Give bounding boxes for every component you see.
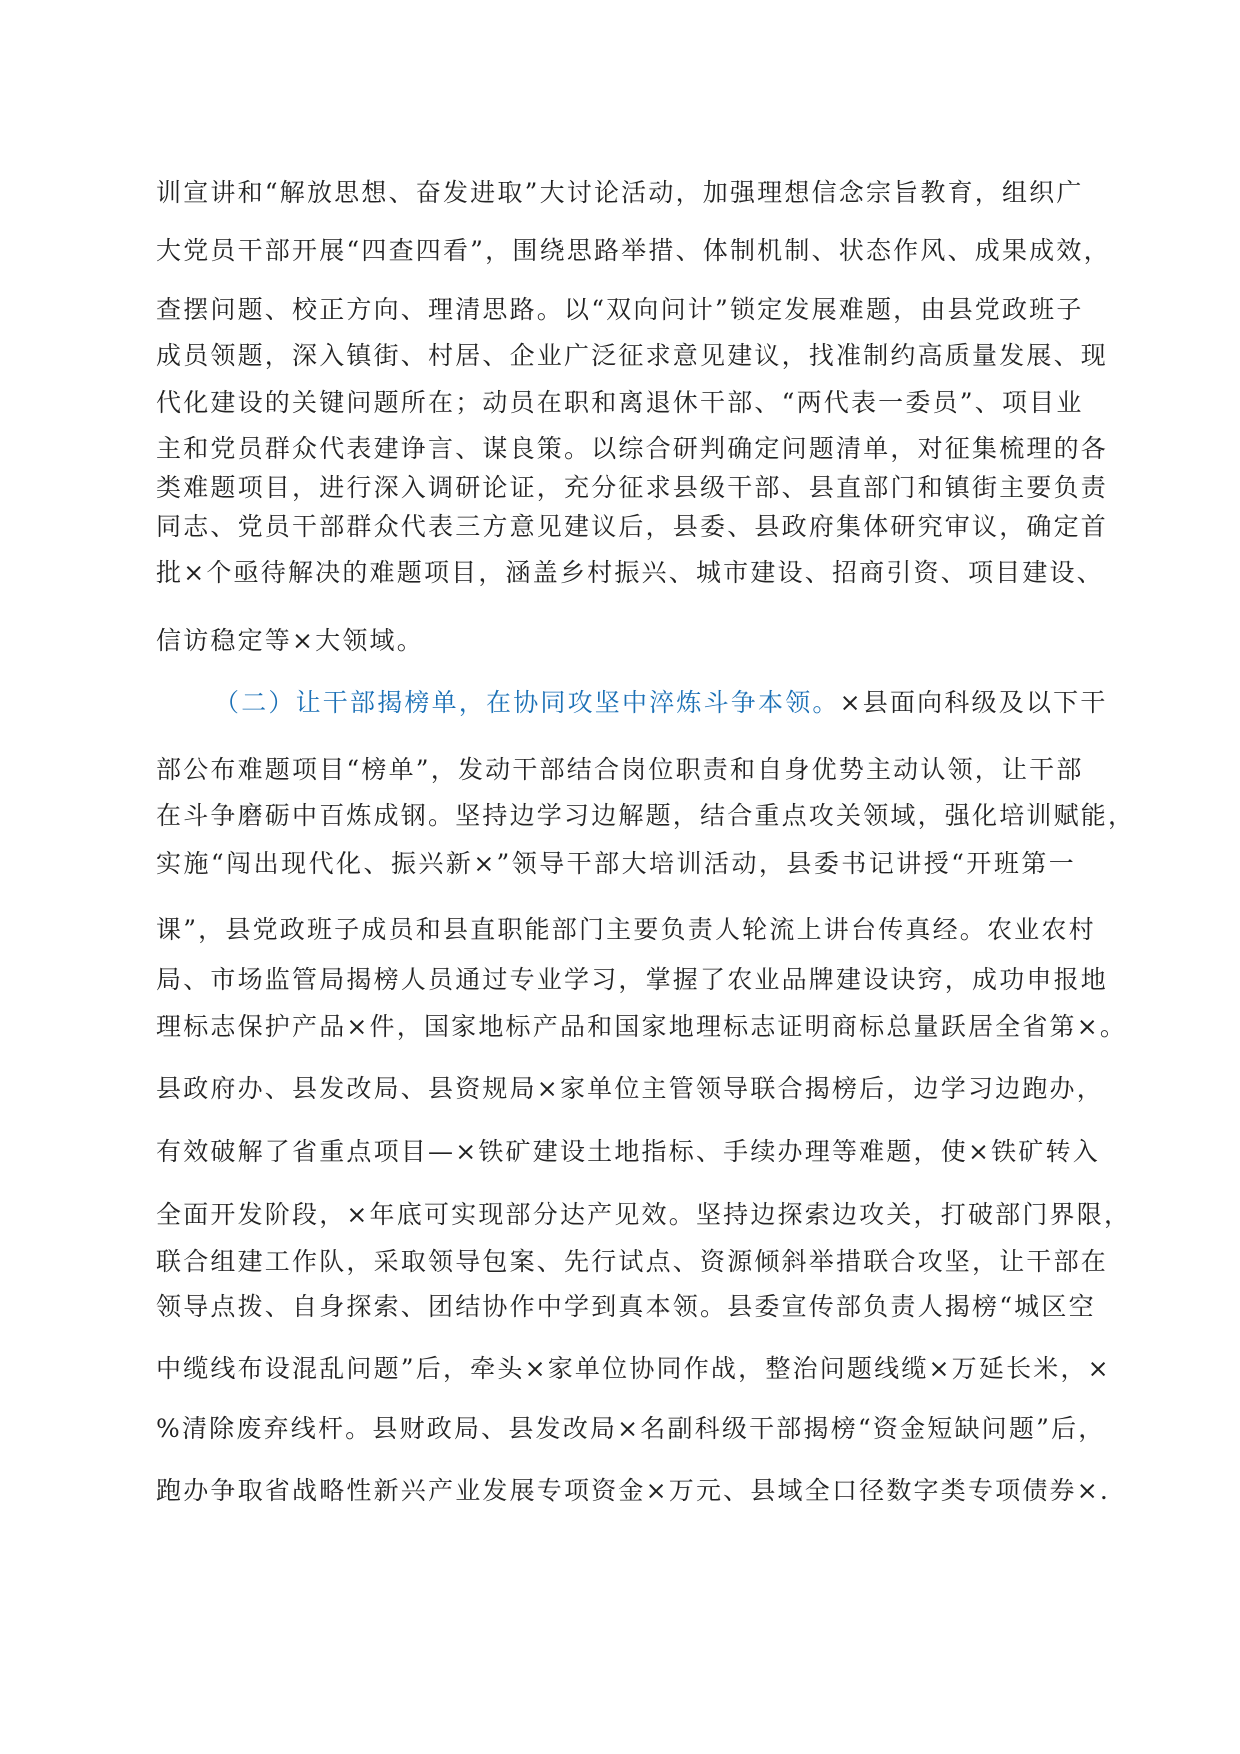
paragraph-line: 理标志保护产品×件，国家地标产品和国家地理标志证明商标总量跃居全省第×。	[156, 1012, 1128, 1041]
paragraph-line: 批×个亟待解决的难题项目，涵盖乡村振兴、城市建设、招商引资、项目建设、	[156, 558, 1104, 587]
paragraph-line: 信访稳定等×大领域。	[156, 626, 424, 655]
paragraph-line: 主和党员群众代表建诤言、谋良策。以综合研判确定问题清单，对征集梳理的各	[156, 434, 1109, 463]
paragraph-line: 在斗争磨砺中百炼成钢。坚持边学习边解题，结合重点攻关领域，强化培训赋能，	[156, 801, 1136, 830]
paragraph-line: 成员领题，深入镇街、村居、企业广泛征求意见建议，找准制约高质量发展、现	[156, 341, 1109, 370]
paragraph-line: 局、市场监管局揭榜人员通过专业学习，掌握了农业品牌建设诀窍，成功申报地	[156, 965, 1109, 994]
paragraph-line: 大党员干部开展“四查四看”，围绕思路举措、体制机制、状态作风、成果成效，	[156, 236, 1111, 265]
section-heading-rest: ×县面向科级及以下干	[839, 688, 1108, 717]
paragraph-line: 查摆问题、校正方向、理清思路。以“双向问计”锁定发展难题，由县党政班子	[156, 295, 1084, 324]
paragraph-line: 全面开发阶段，×年底可实现部分达产见效。坚持边探索边攻关，打破部门界限，	[156, 1200, 1132, 1229]
paragraph-line: 同志、党员干部群众代表三方意见建议后，县委、县政府集体研究审议，确定首	[156, 512, 1109, 541]
paragraph-line: 领导点拨、自身探索、团结协作中学到真本领。县委宣传部负责人揭榜“城区空	[156, 1292, 1096, 1321]
paragraph-line: 类难题项目，进行深入调研论证，充分征求县级干部、县直部门和镇街主要负责	[156, 473, 1109, 502]
paragraph-line: 联合组建工作队，采取领导包案、先行试点、资源倾斜举措联合攻坚，让干部在	[156, 1247, 1109, 1276]
section-heading: （二）让干部揭榜单，在协同攻坚中淬炼斗争本领。	[214, 688, 840, 717]
section-heading-line	[214, 686, 1108, 720]
paragraph-line: 代化建设的关键问题所在；动员在职和离退休干部、“两代表一委员”、项目业	[156, 388, 1084, 417]
paragraph-line: 中缆线布设混乱问题”后，牵头×家单位协同作战，整治问题线缆×万延长米，×	[156, 1354, 1111, 1383]
paragraph-line: 训宣讲和“解放思想、奋发进取”大讨论活动，加强理想信念宗旨教育，组织广	[156, 178, 1084, 207]
paragraph-line: 部公布难题项目“榜单”，发动干部结合岗位职责和自身优势主动认领，让干部	[156, 755, 1084, 784]
paragraph-line: 跑办争取省战略性新兴产业发展专项资金×万元、县域全口径数字类专项债券×.	[156, 1476, 1111, 1505]
paragraph-line: 县政府办、县发改局、县资规局×家单位主管领导联合揭榜后，边学习边跑办，	[156, 1074, 1104, 1103]
paragraph-line: 课”，县党政班子成员和县直职能部门主要负责人轮流上讲台传真经。农业农村	[156, 915, 1096, 944]
paragraph-line: 实施“闯出现代化、振兴新×”领导干部大培训活动，县委书记讲授“开班第一	[156, 849, 1076, 878]
paragraph-line: 有效破解了省重点项目—×铁矿建设土地指标、手续办理等难题，使×铁矿转入	[156, 1137, 1100, 1166]
paragraph-line: %清除废弃线杆。县财政局、县发改局×名副科级干部揭榜“资金短缺问题”后，	[156, 1414, 1106, 1443]
